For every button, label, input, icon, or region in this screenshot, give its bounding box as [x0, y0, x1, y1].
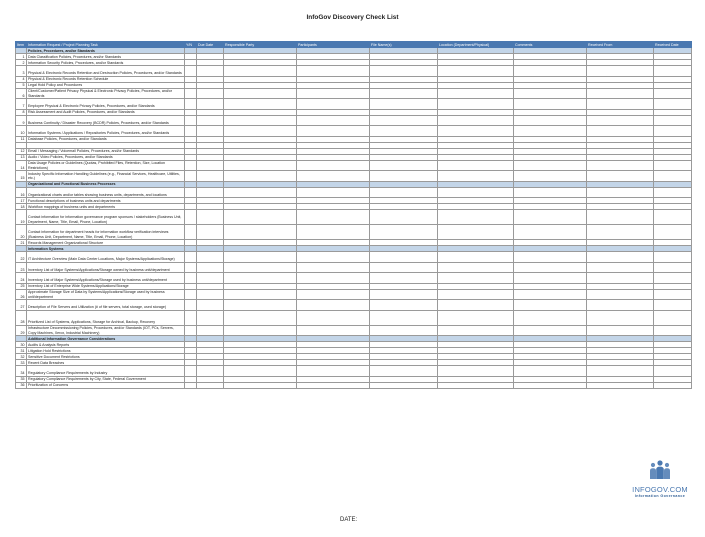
entry-cell[interactable] [297, 160, 370, 171]
task-description: Information Systems / Applications / Repositories Policies, Procedures, and/or Standards [27, 126, 185, 137]
task-description: Data Usage Policies or Guidelines (Quotas, Prohibited Files, Retention, Size, Location Restrictions) [27, 160, 185, 171]
task-description: IT Architecture Overview (Main Data Center Locations, Major Systems/Applications/Storage) [27, 252, 185, 263]
entry-cell[interactable] [654, 115, 692, 126]
item-number: 2 [16, 60, 27, 66]
item-number: 21 [16, 240, 27, 246]
column-header: Responsible Party [224, 42, 297, 48]
entry-cell[interactable] [370, 325, 438, 336]
task-description: Legal Hold Policy and Procedures [27, 82, 185, 88]
task-description: Database Policies, Procedures, and/or Standards [27, 136, 185, 142]
item-number: 8 [16, 109, 27, 115]
entry-cell[interactable] [587, 382, 654, 388]
entry-cell[interactable] [185, 382, 197, 388]
item-number: 7 [16, 99, 27, 110]
entry-cell[interactable] [438, 366, 514, 377]
entry-cell[interactable] [654, 289, 692, 300]
entry-cell[interactable] [297, 300, 370, 311]
column-header: Information Request / Project Planning Task [27, 42, 185, 48]
entry-cell[interactable] [438, 289, 514, 300]
entry-cell[interactable] [224, 171, 297, 182]
entry-cell[interactable] [197, 262, 224, 273]
entry-cell[interactable] [654, 325, 692, 336]
entry-cell[interactable] [514, 99, 587, 110]
task-description: Approximate Storage Size of Data by Systems/Applications/Storage used by business unit/department [27, 289, 185, 300]
item-number: 18 [16, 204, 27, 210]
entry-cell[interactable] [224, 366, 297, 377]
task-description: Functional descriptions of business units and departments [27, 198, 185, 204]
entry-cell[interactable] [514, 300, 587, 311]
entry-cell[interactable] [185, 99, 197, 110]
checklist-row [16, 325, 692, 336]
entry-cell[interactable] [185, 88, 197, 99]
item-number: 15 [16, 171, 27, 182]
entry-cell[interactable] [224, 187, 297, 198]
column-header: Location (Department/Physical) [438, 42, 514, 48]
entry-cell[interactable] [297, 66, 370, 77]
task-description: Litigation Hold Restrictions [27, 348, 185, 354]
entry-cell[interactable] [370, 210, 438, 225]
checklist-row [16, 99, 692, 110]
task-description: Description of File Servers and Utilization (# of file servers, total storage, used storage) [27, 300, 185, 311]
entry-cell[interactable] [438, 300, 514, 311]
entry-cell[interactable] [587, 262, 654, 273]
task-description: Information Security Policies, Procedures, and/or Standards [27, 60, 185, 66]
entry-cell[interactable] [514, 210, 587, 225]
entry-cell[interactable] [224, 382, 297, 388]
entry-cell[interactable] [587, 225, 654, 240]
column-header: File Name(s) [370, 42, 438, 48]
checklist-row [16, 160, 692, 171]
entry-cell[interactable] [654, 273, 692, 284]
item-number: 4 [16, 76, 27, 82]
entry-cell[interactable] [185, 252, 197, 263]
entry-cell[interactable] [297, 126, 370, 137]
entry-cell[interactable] [587, 171, 654, 182]
entry-cell[interactable] [197, 210, 224, 225]
entry-cell[interactable] [370, 382, 438, 388]
entry-cell[interactable] [370, 66, 438, 77]
item-number: 11 [16, 136, 27, 142]
entry-cell[interactable] [185, 66, 197, 77]
entry-cell[interactable] [438, 273, 514, 284]
entry-cell[interactable] [197, 187, 224, 198]
logo-tagline: Information Governance [634, 494, 686, 498]
entry-cell[interactable] [587, 252, 654, 263]
checklist-row [16, 382, 692, 388]
entry-cell[interactable] [587, 300, 654, 311]
entry-cell[interactable] [370, 115, 438, 126]
item-number: 35 [16, 376, 27, 382]
checklist-row [16, 115, 692, 126]
checklist-row [16, 171, 692, 182]
entry-cell[interactable] [224, 262, 297, 273]
entry-cell[interactable] [185, 289, 197, 300]
entry-cell[interactable] [297, 99, 370, 110]
item-number: 1 [16, 54, 27, 60]
item-number: 36 [16, 382, 27, 388]
entry-cell[interactable] [185, 115, 197, 126]
checklist-row [16, 273, 692, 284]
entry-cell[interactable] [185, 171, 197, 182]
entry-cell[interactable] [370, 88, 438, 99]
entry-cell[interactable] [654, 88, 692, 99]
entry-cell[interactable] [654, 187, 692, 198]
task-description: Email / Messaging / Voicemail Policies, Procedures, and/or Standards [27, 148, 185, 154]
checklist-row [16, 252, 692, 263]
entry-cell[interactable] [587, 273, 654, 284]
entry-cell[interactable] [197, 160, 224, 171]
item-number: 32 [16, 354, 27, 360]
item-number: 22 [16, 252, 27, 263]
entry-cell[interactable] [224, 289, 297, 300]
entry-cell[interactable] [224, 273, 297, 284]
task-description: Regulatory Compliance Requirements by Industry [27, 366, 185, 377]
column-header: Comments [514, 42, 587, 48]
column-header: Due Date [197, 42, 224, 48]
entry-cell[interactable] [185, 300, 197, 311]
section-title: Policies, Procedures, and/or Standards [27, 48, 185, 54]
item-number: 27 [16, 300, 27, 311]
entry-cell[interactable] [587, 99, 654, 110]
entry-cell[interactable] [587, 187, 654, 198]
entry-cell[interactable] [297, 88, 370, 99]
entry-cell[interactable] [654, 262, 692, 273]
task-description: Client/Customer/Patient Privacy Physical & Electronic Privacy Policies, Procedures, and/or Standards [27, 88, 185, 99]
entry-cell[interactable] [654, 382, 692, 388]
task-description: Contact information for information governance program sponsors / stakeholders (Business Unit, Department, Name, Title, Email, Phone, Location) [27, 210, 185, 225]
entry-cell[interactable] [297, 225, 370, 240]
entry-cell[interactable] [224, 99, 297, 110]
item-number: 20 [16, 225, 27, 240]
item-number: 34 [16, 366, 27, 377]
entry-cell[interactable] [297, 289, 370, 300]
entry-cell[interactable] [438, 115, 514, 126]
entry-cell[interactable] [514, 289, 587, 300]
entry-cell[interactable] [370, 366, 438, 377]
entry-cell[interactable] [185, 126, 197, 137]
entry-cell[interactable] [654, 99, 692, 110]
entry-cell[interactable] [224, 126, 297, 137]
entry-cell[interactable] [587, 88, 654, 99]
task-description: Physical & Electronic Records Retention and Destruction Policies, Procedures, and/or Standards [27, 66, 185, 77]
entry-cell[interactable] [297, 210, 370, 225]
task-description: Contact information for department heads for information workflow verification interviews (Business Unit, Department, Name, Title, Email, Phone, Location) [27, 225, 185, 240]
entry-cell[interactable] [197, 273, 224, 284]
entry-cell[interactable] [587, 126, 654, 137]
item-number: 17 [16, 198, 27, 204]
item-number: 12 [16, 148, 27, 154]
entry-cell[interactable] [438, 262, 514, 273]
checklist-row [16, 187, 692, 198]
entry-cell[interactable] [370, 225, 438, 240]
entry-cell[interactable] [438, 310, 514, 325]
entry-cell[interactable] [514, 225, 587, 240]
entry-cell[interactable] [185, 225, 197, 240]
entry-cell[interactable] [587, 325, 654, 336]
entry-cell[interactable] [185, 273, 197, 284]
entry-cell[interactable] [514, 273, 587, 284]
item-number: 5 [16, 82, 27, 88]
task-description: Audits & Analysis Reports [27, 342, 185, 348]
entry-cell[interactable] [514, 187, 587, 198]
column-header: Item [16, 42, 27, 48]
date-label: DATE: [340, 517, 358, 523]
entry-cell[interactable] [587, 115, 654, 126]
entry-cell[interactable] [197, 126, 224, 137]
item-number: 26 [16, 289, 27, 300]
entry-cell[interactable] [587, 66, 654, 77]
entry-cell[interactable] [587, 289, 654, 300]
entry-cell[interactable] [438, 187, 514, 198]
entry-cell[interactable] [224, 225, 297, 240]
entry-cell[interactable] [224, 88, 297, 99]
item-number: 3 [16, 66, 27, 77]
entry-cell[interactable] [297, 382, 370, 388]
entry-cell[interactable] [197, 325, 224, 336]
item-number: 25 [16, 283, 27, 289]
column-header: Received Date [654, 42, 692, 48]
entry-cell[interactable] [370, 300, 438, 311]
entry-cell[interactable] [587, 210, 654, 225]
task-description: Prioritization of Concerns [27, 382, 185, 388]
section-title: Organizational and Functional Business Processes [27, 181, 185, 187]
column-header: Y/N [185, 42, 197, 48]
item-number: 14 [16, 160, 27, 171]
item-number: 19 [16, 210, 27, 225]
item-number: 31 [16, 348, 27, 354]
entry-cell[interactable] [370, 262, 438, 273]
task-description: Business Continuity / Disaster Recovery (BCDR) Policies, Procedures, and/or Standards [27, 115, 185, 126]
entry-cell[interactable] [438, 325, 514, 336]
entry-cell[interactable] [587, 160, 654, 171]
entry-cell[interactable] [197, 382, 224, 388]
entry-cell[interactable] [197, 225, 224, 240]
entry-cell[interactable] [197, 66, 224, 77]
entry-cell[interactable] [438, 88, 514, 99]
task-description: Audio / Video Policies, Procedures, and/or Standards [27, 154, 185, 160]
item-number: 29 [16, 325, 27, 336]
entry-cell[interactable] [297, 262, 370, 273]
entry-cell[interactable] [654, 171, 692, 182]
entry-cell[interactable] [185, 160, 197, 171]
entry-cell[interactable] [438, 210, 514, 225]
checklist-sheet [15, 41, 691, 389]
item-number: 23 [16, 262, 27, 273]
entry-cell[interactable] [370, 126, 438, 137]
entry-cell[interactable] [224, 160, 297, 171]
entry-cell[interactable] [197, 300, 224, 311]
checklist-table [15, 41, 692, 389]
entry-cell[interactable] [438, 171, 514, 182]
item-number: 6 [16, 88, 27, 99]
entry-cell[interactable] [185, 210, 197, 225]
entry-cell[interactable] [185, 310, 197, 325]
entry-cell[interactable] [438, 225, 514, 240]
checklist-row [16, 300, 692, 311]
entry-cell[interactable] [197, 289, 224, 300]
entry-cell[interactable] [514, 262, 587, 273]
entry-cell[interactable] [370, 99, 438, 110]
item-number: 10 [16, 126, 27, 137]
task-description: Sensitive Document Restrictions [27, 354, 185, 360]
entry-cell[interactable] [370, 310, 438, 325]
entry-cell[interactable] [224, 115, 297, 126]
entry-cell[interactable] [438, 66, 514, 77]
entry-cell[interactable] [654, 366, 692, 377]
entry-cell[interactable] [197, 310, 224, 325]
task-description: Prioritized List of Systems, Applications, Storage for Archival, Backup, Recovery [27, 310, 185, 325]
entry-cell[interactable] [514, 310, 587, 325]
entry-cell[interactable] [514, 160, 587, 171]
entry-cell[interactable] [185, 366, 197, 377]
task-description: Infrastructure Decommissioning Policies, Procedures, and/or Standards (IOT, PCs, Servers, Copy Machines, Xerox, Industrial Machinery) [27, 325, 185, 336]
entry-cell[interactable] [654, 310, 692, 325]
item-number: 28 [16, 310, 27, 325]
checklist-row [16, 262, 692, 273]
entry-cell[interactable] [297, 115, 370, 126]
entry-cell[interactable] [185, 187, 197, 198]
entry-cell[interactable] [185, 325, 197, 336]
task-description: Inventory List of Enterprise Wide Systems/Applications/Storage [27, 283, 185, 289]
task-description: Organizational charts and/or tables showing business units, departments, and locations [27, 187, 185, 198]
entry-cell[interactable] [370, 273, 438, 284]
task-description: Risk Assessment and Audit Policies, Procedures, and/or Standards [27, 109, 185, 115]
entry-cell[interactable] [297, 171, 370, 182]
task-description: Regulatory Compliance Requirements by City, State, Federal Government [27, 376, 185, 382]
checklist-row [16, 366, 692, 377]
entry-cell[interactable] [197, 88, 224, 99]
entry-cell[interactable] [297, 187, 370, 198]
people-group-icon [647, 460, 673, 479]
entry-cell[interactable] [514, 366, 587, 377]
entry-cell[interactable] [185, 262, 197, 273]
entry-cell[interactable] [654, 210, 692, 225]
entry-cell[interactable] [514, 66, 587, 77]
column-header: Received From [587, 42, 654, 48]
task-description: Industry Specific Information Handling Guidelines (e.g., Financial Services, Healthcare, Utilities, etc.) [27, 171, 185, 182]
entry-cell[interactable] [514, 382, 587, 388]
entry-cell[interactable] [297, 310, 370, 325]
task-description: Data Classification Policies, Procedures, and/or Standards [27, 54, 185, 60]
item-number: 24 [16, 273, 27, 284]
entry-cell[interactable] [370, 289, 438, 300]
entry-cell[interactable] [297, 273, 370, 284]
entry-cell[interactable] [370, 160, 438, 171]
entry-cell[interactable] [224, 210, 297, 225]
checklist-row [16, 289, 692, 300]
checklist-row [16, 310, 692, 325]
item-number: 30 [16, 342, 27, 348]
page-title: InfoGov Discovery Check List [306, 14, 399, 21]
entry-cell[interactable] [438, 160, 514, 171]
entry-cell[interactable] [514, 126, 587, 137]
entry-cell[interactable] [224, 66, 297, 77]
entry-cell[interactable] [370, 171, 438, 182]
entry-cell[interactable] [654, 160, 692, 171]
entry-cell[interactable] [197, 99, 224, 110]
entry-cell[interactable] [438, 382, 514, 388]
entry-cell[interactable] [370, 187, 438, 198]
entry-cell[interactable] [438, 126, 514, 137]
item-number: 16 [16, 187, 27, 198]
task-description: Recent Data Breaches [27, 360, 185, 366]
entry-cell[interactable] [514, 115, 587, 126]
task-description: Employee Physical & Electronic Privacy Policies, Procedures, and/or Standards [27, 99, 185, 110]
section-title: Additional Information Governance Considerations [27, 336, 185, 342]
entry-cell[interactable] [587, 366, 654, 377]
entry-cell[interactable] [197, 252, 224, 263]
task-description: Records Management Organizational Structure [27, 240, 185, 246]
checklist-row [16, 225, 692, 240]
entry-cell[interactable] [197, 366, 224, 377]
task-description: Workflow mappings of business units and departments [27, 204, 185, 210]
task-description: Physical & Electronic Records Retention Schedule [27, 76, 185, 82]
entry-cell[interactable] [197, 171, 224, 182]
logo-name: INFOGOV.COM [632, 485, 688, 494]
checklist-row [16, 210, 692, 225]
entry-cell[interactable] [654, 252, 692, 263]
entry-cell[interactable] [197, 115, 224, 126]
checklist-row [16, 126, 692, 137]
entry-cell[interactable] [438, 99, 514, 110]
entry-cell[interactable] [224, 310, 297, 325]
entry-cell[interactable] [297, 366, 370, 377]
task-description: Inventory List of Major Systems/Applications/Storage used by business unit/department [27, 273, 185, 284]
entry-cell[interactable] [514, 171, 587, 182]
entry-cell[interactable] [297, 252, 370, 263]
infogov-logo [625, 460, 695, 498]
column-header: Participants [297, 42, 370, 48]
entry-cell[interactable] [514, 88, 587, 99]
checklist-rows [16, 48, 692, 389]
entry-cell[interactable] [654, 66, 692, 77]
item-number: 33 [16, 360, 27, 366]
item-number: 9 [16, 115, 27, 126]
entry-cell[interactable] [224, 325, 297, 336]
entry-cell[interactable] [297, 325, 370, 336]
entry-cell[interactable] [654, 300, 692, 311]
entry-cell[interactable] [654, 126, 692, 137]
task-description: Inventory List of Major Systems/Applications/Storage owned by business unit/department [27, 262, 185, 273]
entry-cell[interactable] [587, 310, 654, 325]
section-title: Information Systems [27, 246, 185, 252]
item-number: 13 [16, 154, 27, 160]
entry-cell[interactable] [224, 252, 297, 263]
entry-cell[interactable] [514, 325, 587, 336]
entry-cell[interactable] [654, 225, 692, 240]
entry-cell[interactable] [514, 252, 587, 263]
entry-cell[interactable] [438, 252, 514, 263]
entry-cell[interactable] [224, 300, 297, 311]
checklist-row [16, 88, 692, 99]
checklist-row [16, 66, 692, 77]
entry-cell[interactable] [370, 252, 438, 263]
